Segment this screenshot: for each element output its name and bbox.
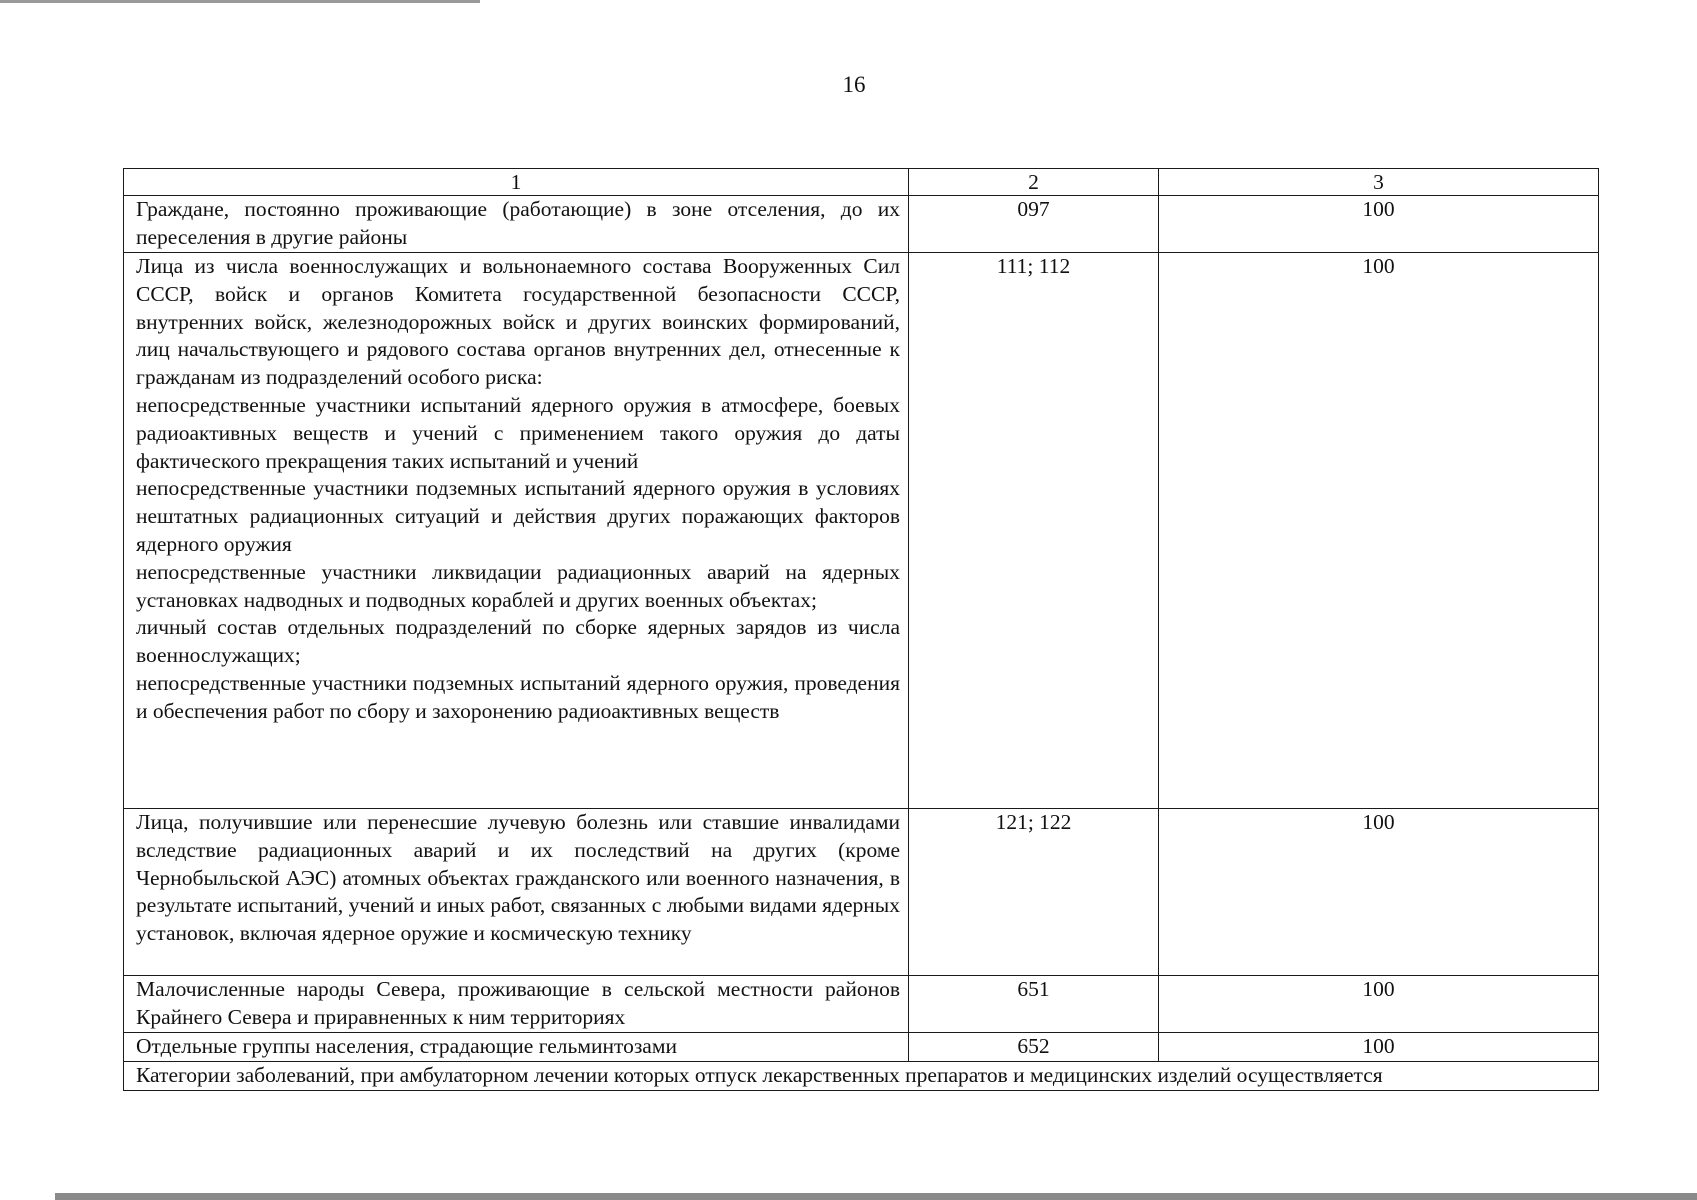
table-header-row bbox=[124, 169, 1599, 196]
category-text: Малочисленные народы Севера, проживающие в сельской местности районов Крайнего Севера и приравненных к ним территориях bbox=[136, 977, 900, 1029]
category-cell bbox=[124, 1033, 909, 1062]
category-cell bbox=[124, 253, 909, 809]
page-number: 16 bbox=[842, 72, 866, 97]
category-cell bbox=[124, 809, 909, 976]
section-heading-cell: Категории заболеваний, при амбулаторном лечении которых отпуск лекарственных препаратов и медицинских изделий осуществляется bbox=[124, 1062, 1599, 1091]
column-header-2: 2 bbox=[909, 169, 1159, 196]
table-section-row bbox=[124, 1062, 1599, 1091]
percent-cell: 100 bbox=[1159, 196, 1599, 253]
code-cell: 121; 122 bbox=[909, 809, 1159, 976]
table-row bbox=[124, 809, 1599, 976]
code-cell: 097 bbox=[909, 196, 1159, 253]
category-text: Лица, получившие или перенесшие лучевую болезнь или ставшие инвалидами вследствие радиационных аварий и их последствий на других (кроме Чернобыльской АЭС) атомных объектах гражданского или военного назначения, в результате испытаний, учений и иных работ, связанных с любыми видами ядерных установок, включая ядерное оружие и космическую технику bbox=[136, 810, 900, 946]
category-subitem: личный состав отдельных подразделений по сборке ядерных зарядов из числа военнослужащих; bbox=[136, 615, 900, 668]
table-row bbox=[124, 1033, 1599, 1062]
table-row bbox=[124, 196, 1599, 253]
code-cell: 111; 112 bbox=[909, 253, 1159, 809]
scan-edge-top bbox=[0, 0, 480, 3]
category-text: Лица из числа военнослужащих и вольнонаемного состава Вооруженных Сил СССР, войск и органов Комитета государственной безопасности СССР, внутренних войск, железнодорожных войск и других воинских формирований, лиц начальствующего и рядового состава органов внутренних дел, отнесенные к гражданам из подразделений особого риска: bbox=[136, 254, 900, 390]
category-subitem: непосредственные участники подземных испытаний ядерного оружия в условиях нештатных радиационных ситуаций и действия других поражающих факторов ядерного оружия bbox=[136, 476, 900, 556]
category-cell bbox=[124, 976, 909, 1033]
percent-cell: 100 bbox=[1159, 1033, 1599, 1062]
percent-cell: 100 bbox=[1159, 976, 1599, 1033]
category-cell bbox=[124, 196, 909, 253]
category-subitem: непосредственные участники подземных испытаний ядерного оружия, проведения и обеспечения работ по сбору и захоронению радиоактивных веществ bbox=[136, 670, 900, 723]
scan-edge-bottom bbox=[55, 1193, 1697, 1200]
column-header-3: 3 bbox=[1159, 169, 1599, 196]
percent-cell: 100 bbox=[1159, 253, 1599, 809]
table-row bbox=[124, 976, 1599, 1033]
category-subitem: непосредственные участники ликвидации радиационных аварий на ядерных установках надводных и подводных кораблей и других военных объектах; bbox=[136, 559, 900, 612]
table-row bbox=[124, 253, 1599, 809]
code-cell: 651 bbox=[909, 976, 1159, 1033]
category-text: Отдельные группы населения, страдающие гельминтозами bbox=[136, 1034, 677, 1058]
column-header-1: 1 bbox=[124, 169, 909, 196]
category-text: Граждане, постоянно проживающие (работающие) в зоне отселения, до их переселения в другие районы bbox=[136, 197, 900, 249]
code-cell: 652 bbox=[909, 1033, 1159, 1062]
percent-cell: 100 bbox=[1159, 809, 1599, 976]
category-subitem: непосредственные участники испытаний ядерного оружия в атмосфере, боевых радиоактивных веществ и учений с применением такого оружия до даты фактического прекращения таких испытаний и учений bbox=[136, 392, 900, 473]
benefits-table bbox=[123, 168, 1599, 1091]
